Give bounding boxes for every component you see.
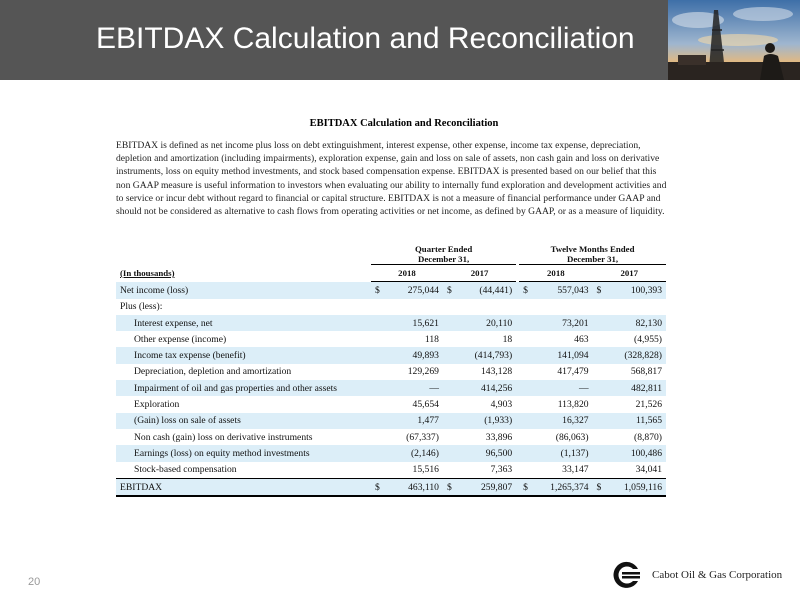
currency-symbol (371, 315, 385, 331)
table-row (116, 347, 666, 363)
currency-symbol (443, 396, 457, 412)
table-row (116, 413, 666, 429)
ebitdax-reconciliation-table (116, 244, 666, 497)
currency-symbol (593, 299, 607, 315)
currency-symbol (519, 445, 533, 461)
currency-symbol: $ (593, 282, 607, 299)
value-cell: (1,137) (533, 445, 592, 461)
currency-symbol (371, 429, 385, 445)
currency-symbol: $ (519, 282, 533, 299)
currency-symbol (593, 331, 607, 347)
row-label: Income tax expense (benefit) (116, 347, 371, 363)
value-cell: 4,903 (490, 399, 513, 411)
currency-symbol (371, 413, 385, 429)
value-cell (607, 299, 666, 315)
currency-symbol (371, 364, 385, 380)
company-name: Cabot Oil & Gas Corporation (652, 569, 783, 581)
table-row (116, 364, 666, 380)
table-row (116, 331, 666, 347)
value-cell: 16,327 (533, 413, 592, 429)
value-cell: 33,896 (485, 431, 513, 443)
currency-symbol (371, 396, 385, 412)
year-header: 2018 (519, 265, 592, 282)
value-cell: 49,893 (385, 347, 443, 363)
currency-symbol (371, 380, 385, 396)
currency-symbol (371, 445, 385, 461)
currency-symbol (443, 413, 457, 429)
group-header-row (116, 244, 666, 265)
row-label: Other expense (income) (134, 333, 227, 345)
twelve-months-header (519, 244, 666, 265)
currency-symbol (443, 445, 457, 461)
currency-symbol: $ (371, 478, 385, 496)
cabot-logo-icon (608, 561, 642, 589)
value-cell: 34,041 (635, 464, 662, 476)
currency-symbol (519, 315, 533, 331)
currency-symbol (593, 347, 607, 363)
value-cell: 129,269 (407, 366, 439, 378)
value-cell: 113,820 (557, 399, 589, 411)
value-cell: 1,059,116 (607, 478, 666, 496)
currency-symbol (519, 462, 533, 479)
value-cell: — (385, 380, 443, 396)
year-header-row (116, 265, 666, 282)
currency-symbol (519, 429, 533, 445)
value-cell (533, 299, 592, 315)
row-label: Non cash (gain) loss on derivative instruments (134, 431, 313, 443)
value-cell: 259,807 (457, 478, 516, 496)
ebitdax-definition-paragraph: EBITDAX is defined as net income plus loss on debt extinguishment, interest expense, other expense, income tax expense, depreciation, depletion and amortization (including impairments), exploration expense, gain and loss on sale of assets, non cash gain and loss on derivative instruments, loss on equity method investments, and stock based compensation expense. EBITDAX is presented based on our belief that this non GAAP measure is useful information to investors when evaluating our ability to internally fund exploration and development activities and to service or incur debt without regard to financial or capital structure. EBITDAX is not a measure of financial performance under GAAP and should not be considered as alternative to cash flows from operating activities or net income, as defined by GAAP, or as a measure of liquidity. (116, 140, 667, 218)
header-photo (668, 0, 800, 80)
value-cell: 7,363 (490, 464, 513, 476)
slide-title: EBITDAX Calculation and Reconciliation (96, 22, 635, 55)
twelve-months-line2: December 31, (566, 254, 619, 264)
table-row (116, 380, 666, 396)
value-cell (457, 299, 516, 315)
value-cell: 33,147 (562, 464, 589, 476)
value-cell: (328,828) (607, 347, 666, 363)
table-row (116, 462, 666, 479)
value-cell: (86,063) (555, 431, 589, 443)
value-cell: 20,110 (457, 315, 516, 331)
currency-symbol (593, 445, 607, 461)
quarter-ended-line2: December 31, (418, 254, 470, 264)
quarter-ended-line1: Quarter Ended (414, 244, 473, 254)
row-label: Plus (less): (120, 301, 163, 313)
currency-symbol: $ (593, 478, 607, 496)
value-cell: 417,479 (557, 366, 589, 378)
value-cell: 100,486 (607, 445, 666, 461)
currency-symbol (519, 299, 533, 315)
value-cell: 275,044 (385, 282, 443, 299)
currency-symbol (443, 315, 457, 331)
currency-symbol (593, 462, 607, 479)
currency-symbol (443, 347, 457, 363)
document-body (116, 118, 672, 218)
value-cell: 143,128 (481, 366, 513, 378)
value-cell: 15,516 (412, 464, 439, 476)
table-row (116, 445, 666, 461)
currency-symbol (593, 364, 607, 380)
row-label: Net income (loss) (116, 282, 371, 299)
value-cell: (2,146) (385, 445, 443, 461)
row-label: Interest expense, net (116, 315, 371, 331)
currency-symbol (443, 380, 457, 396)
value-cell: 463,110 (385, 478, 443, 496)
currency-symbol: $ (519, 478, 533, 496)
value-cell: 463 (574, 333, 589, 345)
value-cell: 21,526 (635, 399, 662, 411)
row-label: Depreciation, depletion and amortization (134, 366, 292, 378)
currency-symbol (443, 364, 457, 380)
currency-symbol: $ (443, 478, 457, 496)
row-label: Exploration (134, 399, 180, 411)
currency-symbol (371, 331, 385, 347)
currency-symbol (593, 429, 607, 445)
currency-symbol: $ (371, 282, 385, 299)
value-cell: (414,793) (457, 347, 516, 363)
currency-symbol (593, 396, 607, 412)
row-label: Impairment of oil and gas properties and other assets (116, 380, 371, 396)
table-row (116, 282, 666, 299)
row-label: Stock-based compensation (134, 464, 237, 476)
row-label: EBITDAX (116, 478, 371, 496)
currency-symbol (519, 331, 533, 347)
twelve-months-line1: Twelve Months Ended (550, 244, 635, 254)
value-cell: (1,933) (457, 413, 516, 429)
value-cell: 118 (424, 333, 439, 345)
value-cell: 11,565 (607, 413, 666, 429)
value-cell: 557,043 (533, 282, 592, 299)
value-cell: 82,130 (607, 315, 666, 331)
value-cell: — (533, 380, 592, 396)
currency-symbol: $ (443, 282, 457, 299)
value-cell: 1,477 (385, 413, 443, 429)
value-cell (385, 299, 443, 315)
currency-symbol (443, 299, 457, 315)
currency-symbol (519, 380, 533, 396)
currency-symbol (371, 462, 385, 479)
year-header: 2017 (593, 265, 666, 282)
year-header: 2018 (371, 265, 443, 282)
row-label: Earnings (loss) on equity method investments (116, 445, 371, 461)
value-cell: 18 (502, 333, 513, 345)
value-cell: 482,811 (607, 380, 666, 396)
value-cell: 45,654 (412, 399, 439, 411)
value-cell: 96,500 (457, 445, 516, 461)
currency-symbol (519, 413, 533, 429)
table-row (116, 299, 666, 315)
currency-symbol (443, 462, 457, 479)
currency-symbol (593, 380, 607, 396)
value-cell: (4,955) (634, 333, 662, 345)
currency-symbol (593, 413, 607, 429)
currency-symbol (519, 364, 533, 380)
currency-symbol (443, 331, 457, 347)
table-row (116, 429, 666, 445)
currency-symbol (519, 347, 533, 363)
value-cell: (44,441) (457, 282, 516, 299)
table-row (116, 396, 666, 412)
value-cell: (8,870) (634, 431, 662, 443)
value-cell: 568,817 (630, 366, 662, 378)
currency-symbol (519, 396, 533, 412)
value-cell: 414,256 (457, 380, 516, 396)
document-title: EBITDAX Calculation and Reconciliation (309, 118, 499, 129)
value-cell: 141,094 (533, 347, 592, 363)
currency-symbol (443, 429, 457, 445)
currency-symbol (371, 299, 385, 315)
value-cell: 73,201 (533, 315, 592, 331)
table-row (116, 478, 666, 496)
currency-symbol (593, 315, 607, 331)
row-label: (Gain) loss on sale of assets (116, 413, 371, 429)
year-header: 2017 (443, 265, 516, 282)
value-cell: 100,393 (607, 282, 666, 299)
value-cell: 1,265,374 (533, 478, 592, 496)
page-number: 20 (28, 576, 41, 588)
units-label: (In thousands) (120, 268, 175, 279)
value-cell: 15,621 (385, 315, 443, 331)
table-row (116, 315, 666, 331)
value-cell: (67,337) (406, 431, 439, 443)
quarter-ended-header (371, 244, 516, 265)
currency-symbol (371, 347, 385, 363)
